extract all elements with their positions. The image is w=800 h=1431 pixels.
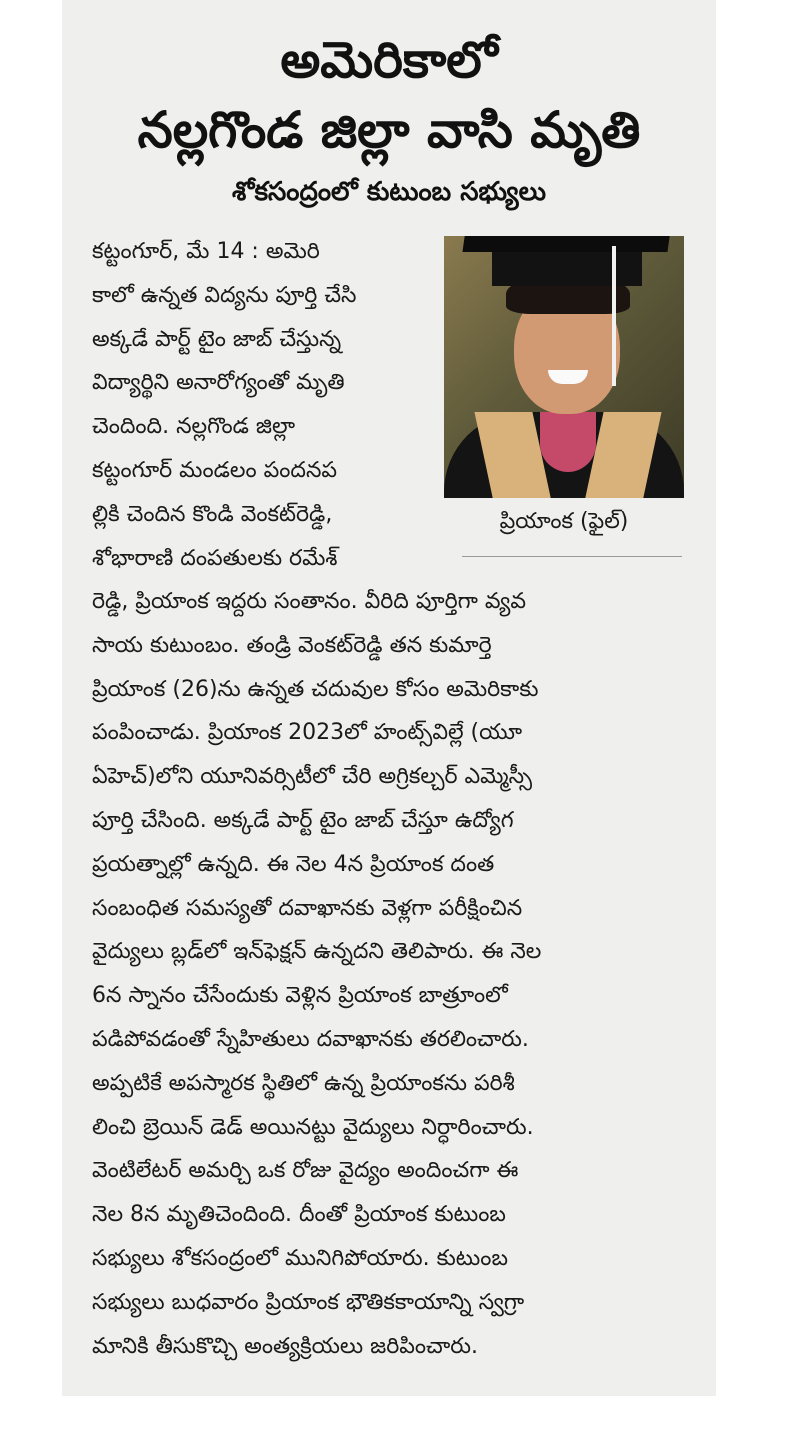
body-line: అప్పటికే అపస్మారక స్థితిలో ఉన్న ప్రియాంకను పరిశీ: [92, 1070, 515, 1096]
body-line: పంపించాడు. ప్రియాంక 2023లో హంట్స్‌విల్లే (యూ: [92, 720, 523, 746]
body-line: రెడ్డి, ప్రియాంక ఇద్దరు సంతానం. వీరిది పూర్తిగా వ్యవ: [92, 589, 527, 614]
body-line: కట్టంగూర్, మే 14 : అమెరి: [92, 239, 320, 264]
headline-line-1: అమెరికాలో: [280, 31, 498, 89]
body-line: మానికి తీసుకొచ్చి అంత్యక్రియలు జరిపించారు.: [92, 1333, 478, 1359]
headline-line-2: నల్లగొండ జిల్లా వాసి మృతి: [137, 101, 641, 159]
newspaper-clipping: [62, 0, 716, 1396]
body-line: చెందింది. నల్లగొండ జిల్లా: [92, 414, 296, 440]
scarf: [540, 412, 596, 472]
body-line: ప్రియాంక (26)ను ఉన్నత చదువుల కోసం అమెరికాకు: [92, 676, 539, 702]
body-line: విద్యార్థిని అనారోగ్యంతో మృతి: [92, 370, 345, 396]
photo-caption: ప్రియాంక (ఫైల్): [499, 509, 629, 534]
mortarboard: [462, 236, 670, 252]
body-text-narrow-column: [92, 230, 442, 580]
body-line: 6న స్నానం చేసేందుకు వెళ్లిన ప్రియాంక బాత్రూంలో: [92, 983, 508, 1009]
body-line: శోభారాణి దంపతులకు రమేశ్: [92, 545, 338, 571]
body-line: సభ్యులు శోకసంద్రంలో మునిగిపోయారు. కుటుంబ: [92, 1245, 508, 1271]
body-line: పూర్తి చేసింది. అక్కడే పార్ట్ టైం జాబ్ చేస్తూ ఉద్యోగ: [92, 807, 514, 833]
body-line: వెంటిలేటర్ అమర్చి ఒక రోజు వైద్యం అందించగా ఈ: [92, 1158, 519, 1184]
portrait-photo: [444, 236, 684, 498]
body-line: అక్కడే పార్ట్ టైం జాబ్ చేస్తున్న: [92, 326, 342, 352]
body-line: పడిపోవడంతో స్నేహితులు దవాఖానకు తరలించారు.: [92, 1026, 529, 1052]
body-line: కాలో ఉన్నత విద్యను పూర్తి చేసి: [92, 282, 357, 308]
body-line: ల్లికి చెందిన కొండి వెంకట్‌రెడ్డి,: [92, 501, 333, 527]
tassel: [612, 246, 616, 386]
body-line: ఏహెచ్)లోని యూనివర్సిటీలో చేరి అగ్రికల్చర్ ఎమ్మెస్సీ: [92, 764, 533, 790]
body-line: సంబంధిత సమస్యతో దవాఖానకు వెళ్లగా పరీక్షించిన: [92, 895, 523, 921]
body-line: సభ్యులు బుధవారం ప్రియాంక భౌతికకాయాన్ని స్వగ్రా: [92, 1289, 525, 1315]
body-line: లించి బ్రెయిన్ డెడ్ అయినట్టు వైద్యులు నిర్ధారించారు.: [92, 1114, 534, 1140]
body-line: ప్రయత్నాల్లో ఉన్నది. ఈ నెల 4న ప్రియాంక దంత: [92, 851, 495, 877]
body-line: కట్టంగూర్ మండలం పందనప: [92, 457, 338, 483]
body-line: వైద్యులు బ్లడ్‌లో ఇన్‌ఫెక్షన్ ఉన్నదని తెలిపారు. ఈ నెల: [92, 939, 542, 965]
subheadline: శోకసంద్రంలో కుటుంబ సభ్యులు: [231, 177, 547, 207]
body-line: సాయ కుటుంబం. తండ్రి వెంకట్‌రెడ్డి తన కుమార్తె: [92, 632, 492, 658]
cut-off-previous-headline: [62, 0, 716, 12]
body-text-full-column: [92, 580, 692, 1368]
caption-divider: [462, 556, 682, 557]
body-line: నెల 8న మృతిచెందింది. దీంతో ప్రియాంక కుటుంబ: [92, 1202, 506, 1228]
